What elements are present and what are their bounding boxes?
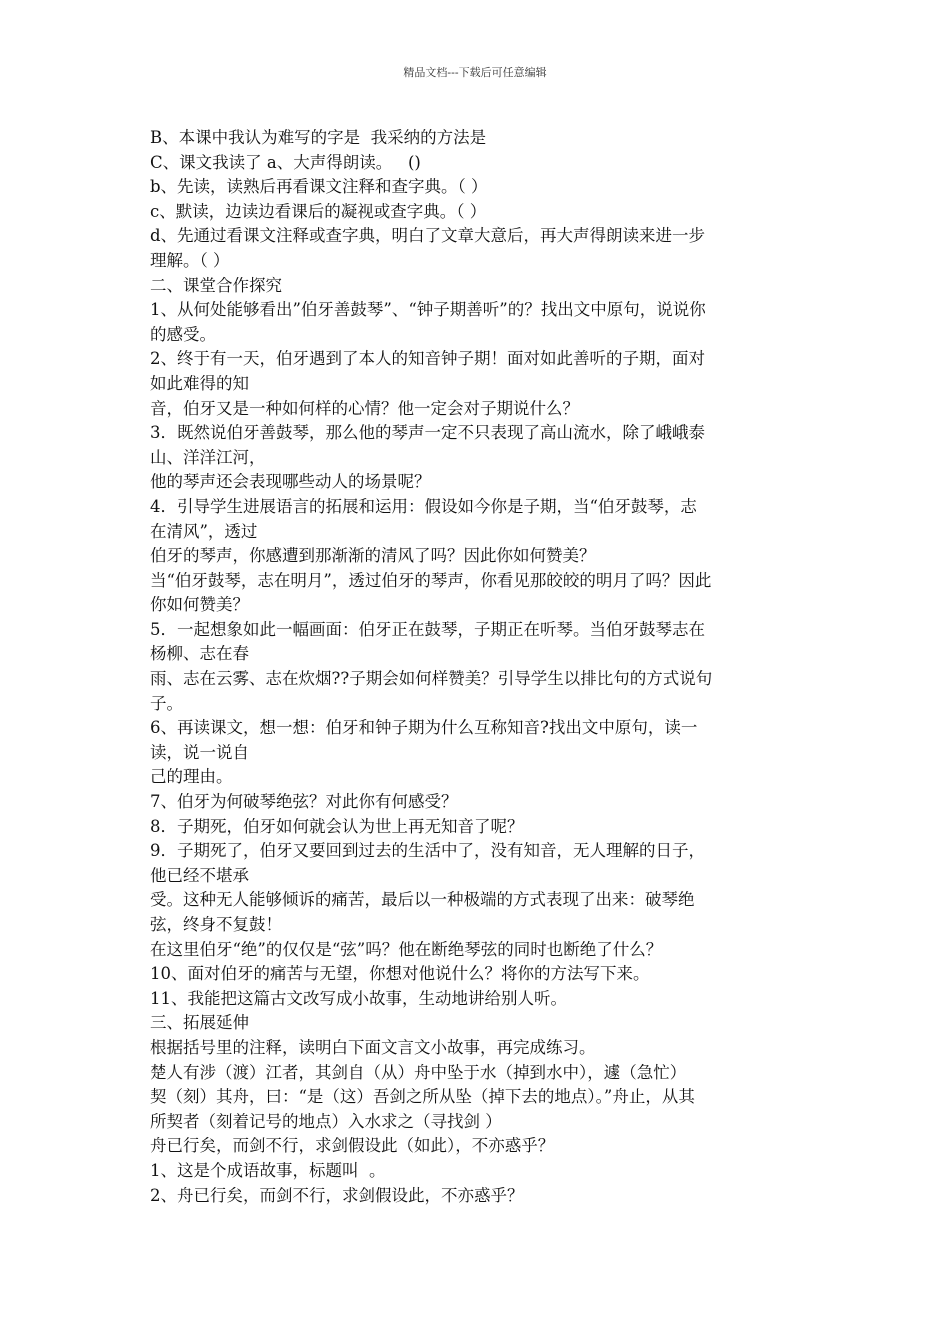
text-line: 10、面对伯牙的痛苦与无望，你想对他说什么？将你的方法写下来。 xyxy=(150,964,650,984)
text-line: 的感受。 xyxy=(150,324,216,344)
text-line: 在这里伯牙“绝”的仅仅是“弦”吗？他在断绝琴弦的同时也断绝了什么？ xyxy=(150,939,663,959)
text-line: 8．子期死，伯牙如何就会认为世上再无知音了呢？ xyxy=(150,816,524,836)
text-line: 雨、志在云雾、志在炊烟??子期会如何样赞美？引导学生以排比句的方式说句 xyxy=(150,669,713,689)
text-line: 6、再读课文，想一想：伯牙和钟子期为什么互称知音?找出文中原句，读一 xyxy=(150,718,698,738)
text-line: 杨柳、志在春 xyxy=(150,644,249,664)
text-line: 5．一起想象如此一幅画面：伯牙正在鼓琴，子期正在听琴。当伯牙鼓琴志在 xyxy=(150,619,705,639)
text-line: 你如何赞美？ xyxy=(150,595,249,615)
text-line: 如此难得的知 xyxy=(150,373,249,393)
text-line: 伯牙的琴声，你感遭到那渐渐的清风了吗？因此你如何赞美？ xyxy=(150,546,596,566)
text-line: b、先读，读熟后再看课文注释和查字典。（ ） xyxy=(150,177,488,197)
text-line: 山、洋洋江河， xyxy=(150,447,266,467)
text-line: 楚人有涉（渡）江者，其剑自（从）舟中坠于水（掉到水中），遽（急忙） xyxy=(150,1062,687,1082)
text-line: 受。这种无人能够倾诉的痛苦，最后以一种极端的方式表现了出来：破琴绝 xyxy=(150,890,695,910)
text-line: 二、课堂合作探究 xyxy=(150,275,282,295)
text-line: 三、拓展延伸 xyxy=(150,1013,249,1033)
text-line: 所契者（刻着记号的地点）入水求之（寻找剑 ） xyxy=(150,1111,502,1131)
text-line: 契（刻）其舟，曰：“是（这）吾剑之所从坠（掉下去的地点）。”舟止，从其 xyxy=(150,1087,695,1107)
text-line: 9．子期死了，伯牙又要回到过去的生活中了，没有知音，无人理解的日子， xyxy=(150,841,705,861)
text-line: 在清风”，透过 xyxy=(150,521,258,541)
text-line: d、先通过看课文注释或查字典，明白了文章大意后，再大声得朗读来进一步 xyxy=(150,226,706,246)
text-line: 舟已行矣，而剑不行，求剑假设此（如此），不亦惑乎？ xyxy=(150,1136,555,1156)
text-line: 理解。（ ） xyxy=(150,250,230,270)
text-line: C、课文我读了 a、大声得朗读。 () xyxy=(150,152,421,172)
text-line: 11、我能把这篇古文改写成小故事，生动地讲给别人听。 xyxy=(150,988,567,1008)
text-line: 7、伯牙为何破琴绝弦？对此你有何感受？ xyxy=(150,792,458,812)
text-line: c、默读，边读边看课后的凝视或查字典。（ ） xyxy=(150,201,487,221)
text-line: 1、这是个成语故事，标题叫 。 xyxy=(150,1160,386,1180)
text-line: 1、从何处能够看出”伯牙善鼓琴”、“钟子期善听”的？找出文中原句，说说你 xyxy=(150,300,706,320)
text-line: 音，伯牙又是一种如何样的心情？他一定会对子期说什么？ xyxy=(150,398,579,418)
text-line: 子。 xyxy=(150,693,183,713)
text-line: 当“伯牙鼓琴，志在明月”，透过伯牙的琴声，你看见那皎皎的明月了吗？因此 xyxy=(150,570,712,590)
text-line: 4．引导学生进展语言的拓展和运用：假设如今你是子期，当“伯牙鼓琴，志 xyxy=(150,496,697,516)
text-line: 2、终于有一天，伯牙遇到了本人的知音钟子期！面对如此善听的子期，面对 xyxy=(150,349,705,369)
text-line: 弦，终身不复鼓！ xyxy=(150,915,282,934)
text-line: 他已经不堪承 xyxy=(150,865,249,885)
text-line: 己的理由。 xyxy=(150,767,233,787)
text-line: 读，说一说自 xyxy=(150,742,249,762)
page-header: 精品文档---下载后可任意编辑 xyxy=(403,66,547,79)
document-body xyxy=(150,126,806,1208)
text-line: 3．既然说伯牙善鼓琴，那么他的琴声一定不只表现了高山流水，除了峨峨泰 xyxy=(150,423,705,443)
text-line: B、本课中我认为难写的字是 我采纳的方法是 xyxy=(150,128,487,147)
text-line: 根据括号里的注释，读明白下面文言文小故事，再完成练习。 xyxy=(150,1037,596,1057)
text-line: 他的琴声还会表现哪些动人的场景呢？ xyxy=(150,472,431,492)
text-line: 2、舟已行矣，而剑不行，求剑假设此，不亦惑乎？ xyxy=(150,1185,524,1205)
